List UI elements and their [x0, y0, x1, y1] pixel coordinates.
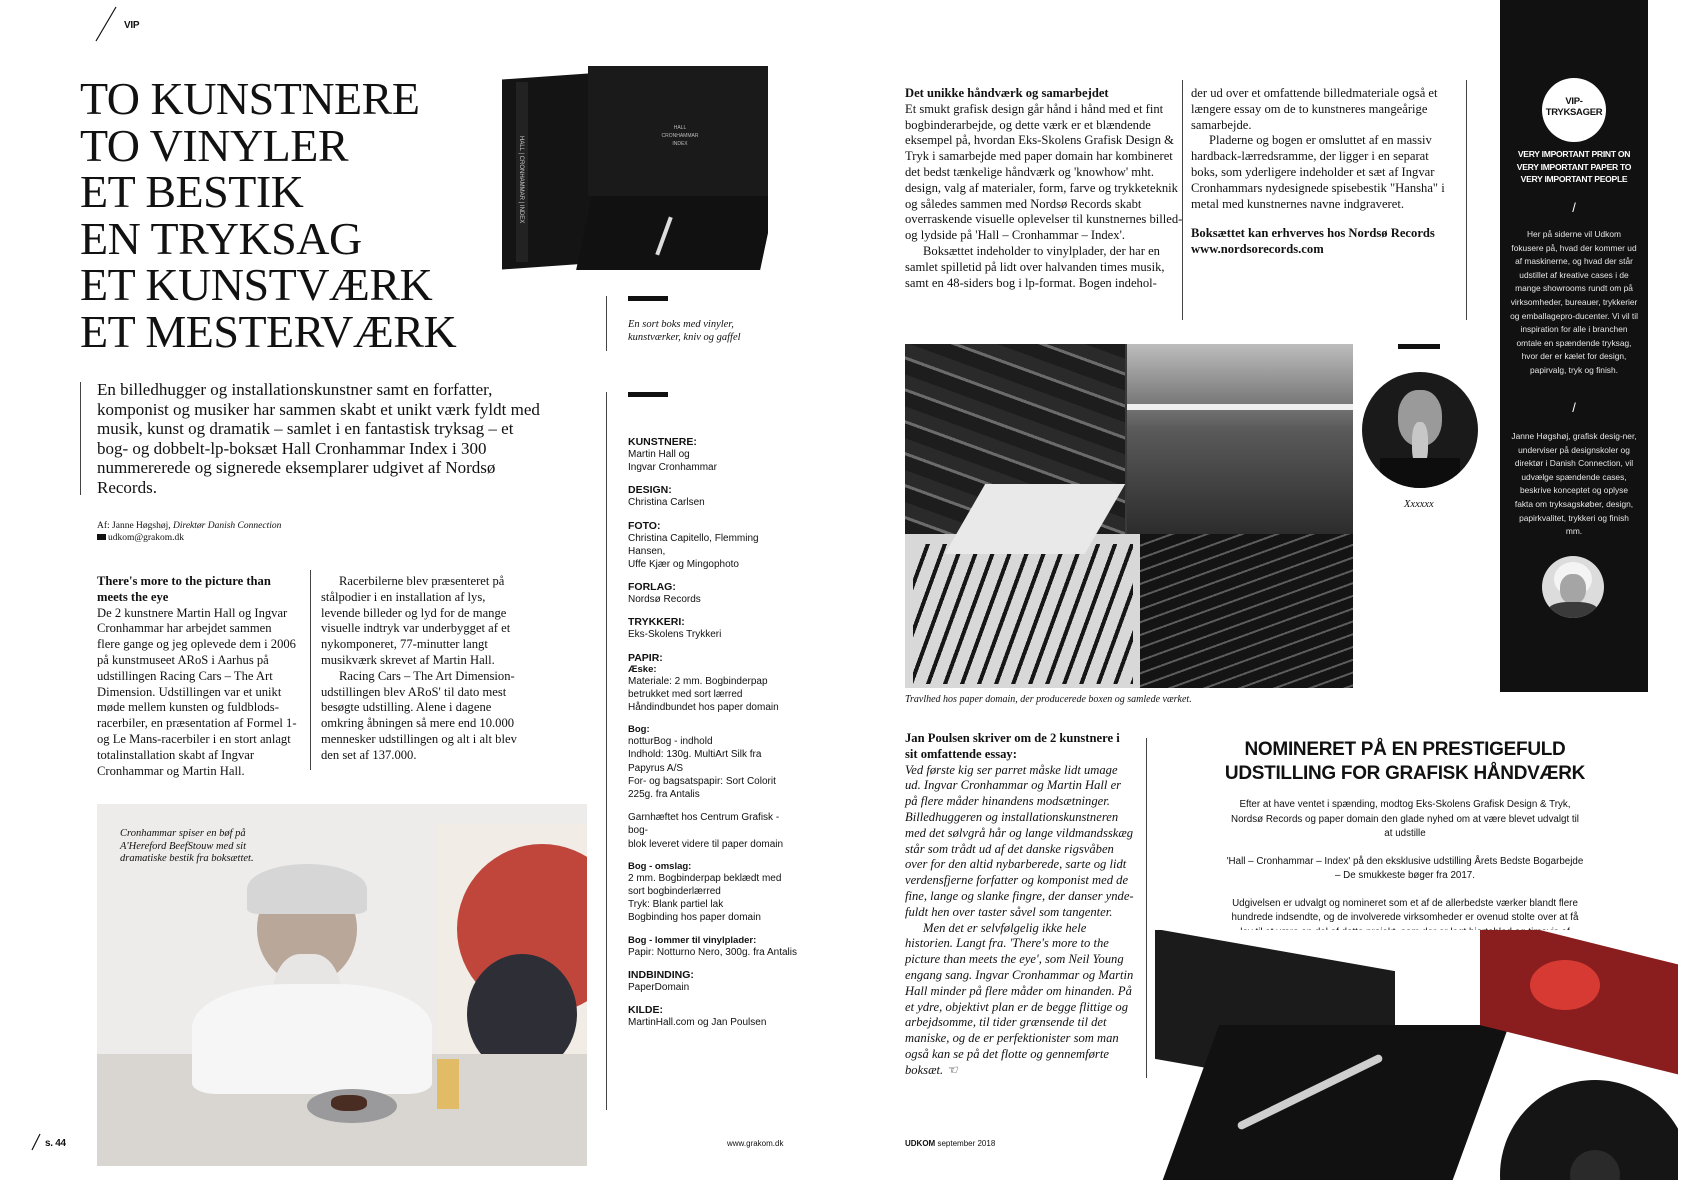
sidebar-text-2: Janne Høgshøj, grafisk desig-ner, underviser på designskoler og direktør i Danish Connection, vil udvælge spændende cases, beskrive konceptet og oplyse fakta om tryksagskøber, design, papirkvalitet, trykkeri og finish mm.: [1511, 431, 1637, 537]
facts-design: Christina Carlsen: [628, 497, 705, 509]
headline-line: EN TRYKSAG: [80, 212, 362, 264]
product-photo: [1150, 930, 1678, 1180]
facts-rule: [606, 392, 607, 1110]
portrait-bar: [1398, 344, 1440, 349]
product-box-front: [1161, 1025, 1509, 1180]
facts-box: [628, 428, 798, 1029]
headline-line: ET MESTERVÆRK: [80, 305, 457, 357]
footer-mag: [905, 1139, 995, 1148]
facts-label-forlag: FORLAG:: [628, 581, 676, 594]
essay-rule: [1146, 738, 1147, 1078]
facts-label-aeske: Æske:: [628, 663, 657, 675]
column-2: [321, 574, 523, 764]
facts-indbinding: PaperDomain: [628, 981, 690, 993]
right-column-2-p1: der ud over et omfattende billedmateriale også et længere essay om de to kunstneres mangeårige samarbejde.: [1191, 86, 1438, 132]
headline-line: TO VINYLER: [80, 119, 349, 171]
byline: [97, 520, 281, 544]
box-spine-text: HALL | CRONHAMMAR | INDEX: [518, 136, 524, 224]
sidebar-badge-line: TRYKSAGER: [1545, 107, 1603, 118]
sidebar-text-1: Her på siderne vil Udkom fokusere på, hvad der kommer ud af maskinerne, og hvad der står udstillet af kreative cases i de mange showrooms rundt om på virksomheder, bureauer, trykkerier og emballagepro-ducenter. Vi vil til inspiration for alle i branchen omtale en spændende tryksag, hvor der er kælet for design, papirvalg, tryk og finish.: [1510, 229, 1638, 375]
right-column-1-heading: Det unikke håndværk og samarbejdet: [905, 86, 1109, 100]
footer-mag-name: UDKOM: [905, 1139, 936, 1148]
box-tray: [576, 196, 768, 270]
sidebar-tagline: VERY IMPORTANT PRINT ON VERY IMPORTANT PAPER TO VERY IMPORTANT PEOPLE: [1516, 149, 1632, 184]
nominated-title-line: UDSTILLING FOR GRAFISK HÅNDVÆRK: [1224, 763, 1586, 784]
essay-heading: Jan Poulsen skriver om de 2 kunstnere i sit omfattende essay:: [905, 731, 1120, 761]
right-column-2: [1191, 86, 1456, 258]
column-rule: [310, 570, 311, 770]
facts-bar: [628, 392, 668, 397]
lead-paragraph: En billedhugger og installationskunstner samt en forfatter, komponist og musiker har sammen skabt et unikt værk fyldt med musik, kunst og dramatik – samlet i en fantastisk tryksag – et bog- og dobbelt-lp-boksæt Hall Cronhammar Index i 300 nummererede og signerede eksemplarer udgivet af Nordsø Records.: [97, 380, 540, 497]
essay-p2: Men det er selvfølgelig ikke hele historien. Langt fra. 'There's more to the picture than meets the eye', som Neil Young engang sang. Ingvar Cronhammar og Martin Hall minder på flere måder om hinanden. På et ydre, objektivt plan er de begge flittige og arbejdsomme, til tider grænsende til det maniske, og de er perfektionister som man også kan se på det flotte og gennemførte boksæt. ☜: [905, 920, 1134, 1077]
facts-foto: Christina Capitello, Flemming Hansen, Uffe Kjær og Mingophoto: [628, 532, 759, 571]
footer-slash-icon: [30, 1132, 42, 1152]
facts-garn: Garnhæftet hos Centrum Grafisk - bog- blok leveret videre til paper domain: [628, 812, 784, 850]
box-caption: En sort boks med vinyler, kunstværker, kniv og gaffel: [628, 319, 741, 343]
lead-rule: [80, 382, 81, 495]
facts-label-bog: Bog:: [628, 724, 650, 736]
facts-trykkeri: Eks-Skolens Trykkeri: [628, 629, 722, 641]
section-tag: VIP: [124, 20, 140, 31]
round-caption: Xxxxxx: [1404, 499, 1434, 510]
sidebar: [1500, 0, 1648, 692]
nominated-p1: Efter at have ventet i spænding, modtog Eks-Skolens Grafisk Design & Tryk, Nordsø Records og paper domain den glade nyhed om at være blevet udvalgt til at udstille: [1231, 799, 1579, 839]
byline-author: Af: Janne Høgshøj,: [97, 521, 173, 531]
nominated-title-line: NOMINERET PÅ EN PRESTIGEFULD: [1244, 739, 1566, 760]
headline-line: TO KUNSTNERE: [80, 73, 420, 124]
column-1-text: De 2 kunstnere Martin Hall og Ingvar Cronhammar har arbejdet sammen flere gange og jeg oplevede dem i 2006 på kunstmuseet ARoS i Aarhus på udstillingen Racing Cars – The Art Dimension. Udstillingen var et unikt møde mellem kunsten og fuldblods-racerbiler, en præsentation af Formel 1- og Le Mans-racerbiler i en stort anlagt totalinstallation skabt af Ingvar Cronhammar og Martin Hall.: [97, 605, 297, 778]
round-portrait: [1362, 372, 1478, 488]
footer-date: september 2018: [937, 1139, 996, 1148]
caption-rule: [606, 296, 607, 351]
facts-label-foto: FOTO:: [628, 519, 661, 532]
beer-glass: [437, 1059, 459, 1109]
collage-light: [1127, 404, 1353, 410]
facts-label-kilde: KILDE:: [628, 1004, 663, 1017]
right-column-2-p2: Pladerne og bogen er omsluttet af en massiv hardback-lærredsramme, der ligger i en separat boks, som yderligere indeholder et sæt af Ingvar Cronhammars nydesignede spisebestik "Hansha" i metal med kunstnernes navne indgraveret.: [1191, 133, 1445, 211]
right-column-1-p1: Et smukt grafisk design går hånd i hånd med et fint bogbinderarbejde, og dette værk er et blændende eksempel på, hvordan Eks-Skolens Grafisk Design & Tryk i samarbejde med paper domain har kombineret det bedst tænkelige håndværk og 'knowhow' mht. design, valg af materialer, form, farve og trykketeknik og således sammen med Nordsø Records skabt overraskende visuelle oplevelser til kunstnernes billed- og lydside på 'Hall – Cronhammar – Index'.: [905, 101, 1183, 243]
column-1-heading: There's more to the picture than meets the eye: [97, 574, 271, 604]
facts-aeske: Materiale: 2 mm. Bogbinderpap betrukket med sort lærred Håndindbundet hos paper domain: [628, 675, 779, 714]
facts-label-design: DESIGN:: [628, 484, 672, 497]
right-column-rule: [1182, 80, 1183, 320]
sidebar-badge-text: [1542, 96, 1606, 118]
sidebar-divider: /: [1572, 200, 1576, 215]
column-2-p2: Racing Cars – The Art Dimension-udstillingen blev ARoS' til dato mest besøgte udstilling. Alene i dagene omkring åbningen så mere end 10.000 mennesker udstillingen og alt i alt blev den set af 137.000.: [321, 668, 517, 762]
nominated-p2: 'Hall – Cronhammar – Index' på den eksklusive udstilling Årets Bedste Bogarbejde – De smukkeste bøger fra 2017.: [1226, 855, 1584, 881]
product-car: [1530, 960, 1600, 1010]
right-column-1-p2: Boksættet indeholder to vinylplader, der har en samlet spilletid på lidt over halvanden times musik, samt en 48-siders bog i lp-format. Bogen indehol-: [905, 243, 1165, 290]
essay-p1: Ved første kig ser parret måske lidt umage ud. Ingvar Cronhammar og Martin Hall er på flere måder hinandens modsætninger. Billedhuggeren og installationskunstneren med det sølvgrå hår og lange vildmandsskæg står som trådt ud af det danske rigsvåben over for den altid nybarberede, sarte og lidt verdensfjerne forfatter og komponist med de fine, lange og slanke fingre, der danser ynde-fuldt hen over taster såvel som tangenter.: [905, 762, 1134, 919]
steak: [331, 1095, 367, 1111]
right-column-2-cta: Boksættet kan erhverves hos Nordsø Records www.nordsorecords.com: [1191, 226, 1435, 257]
headline-line: ET BESTIK: [80, 166, 304, 217]
column-1: [97, 574, 297, 779]
sidebar-badge-line: VIP-: [1565, 96, 1583, 107]
headline: [80, 73, 457, 357]
facts-bog: notturBog - indhold Indhold: 130g. MultiArt Silk fra Papyrus A/S For- og bagsatspapir: Sort Colorit 225g. fra Antalis: [628, 736, 776, 801]
page-number: s. 44: [45, 1138, 66, 1149]
man-hair: [247, 864, 367, 914]
footer-url[interactable]: www.grakom.dk: [727, 1139, 784, 1148]
collage-knives: [913, 544, 1133, 684]
facts-label-kunstnere: KUNSTNERE:: [628, 436, 697, 448]
avatar-shoulders: [1548, 602, 1598, 618]
round-shirt: [1380, 458, 1460, 488]
facts-kilde: MartinHall.com og Jan Poulsen: [628, 1017, 767, 1029]
facts-label-indbinding: INDBINDING:: [628, 968, 694, 981]
headline-line: ET KUNSTVÆRK: [80, 259, 433, 310]
collage-boxes: [1140, 534, 1353, 688]
collage-caption: Travlhed hos paper domain, der producerede boxen og samlede værket.: [905, 694, 1192, 705]
collage-hall: [1127, 344, 1353, 534]
portrait-caption: Cronhammar spiser en bøf på A'Hereford BeefStouw med sit dramatiske bestik fra boksættet.: [120, 828, 254, 864]
essay: [905, 731, 1135, 1079]
facts-forlag: Nordsø Records: [628, 594, 701, 606]
facts-omslag: 2 mm. Bogbinderpap beklædt med sort bogbinderlærred Tryk: Blank partiel lak Bogbinding hos paper domain: [628, 872, 782, 924]
nominated-p3: Udgivelsen er udvalgt og nomineret som et af de allerbedste værker blandt flere hundrede indsendte, og de involverede virksomheder er ovenud stolte over at få: [1231, 897, 1579, 923]
nominated-title: [1160, 738, 1650, 786]
mail-icon: [97, 534, 106, 540]
facts-kunstnere: Martin Hall og Ingvar Cronhammar: [628, 449, 717, 474]
sidebar-divider-2: /: [1572, 400, 1576, 415]
facts-label-trykkeri: TRYKKERI:: [628, 616, 685, 629]
facts-label-omslag: Bog - omslag:: [628, 860, 692, 872]
sidebar-avatar: [1542, 556, 1604, 618]
column-2-p1: Racerbilerne blev præsenteret på stålpodier i en installation af lys, levende billeder og lyd for de mange visuelle indtryk var underbygget af et nykomponeret, 77-minutter langt musikværk skrevet af Martin Hall.: [321, 574, 511, 667]
facts-label-papir: PAPIR:: [628, 651, 663, 664]
caption-bar: [628, 296, 668, 301]
right-column-1: [905, 86, 1187, 291]
box-lid-text: HALL CRONHAMMAR INDEX: [661, 125, 699, 147]
header-slash-icon: [92, 5, 118, 45]
box-photo: [500, 66, 768, 274]
facts-lommer: Papir: Notturno Nero, 300g. fra Antalis: [628, 946, 797, 958]
byline-email[interactable]: udkom@grakom.dk: [108, 533, 185, 543]
avatar-face: [1560, 574, 1586, 604]
right-column-rule-2: [1466, 80, 1467, 320]
facts-label-lommer: Bog - lommer til vinylplader:: [628, 934, 757, 946]
collage-photo: [905, 344, 1353, 688]
portrait-photo: [97, 804, 587, 1166]
byline-role: Direktør Danish Connection: [173, 521, 282, 531]
man-shirt: [192, 984, 432, 1094]
